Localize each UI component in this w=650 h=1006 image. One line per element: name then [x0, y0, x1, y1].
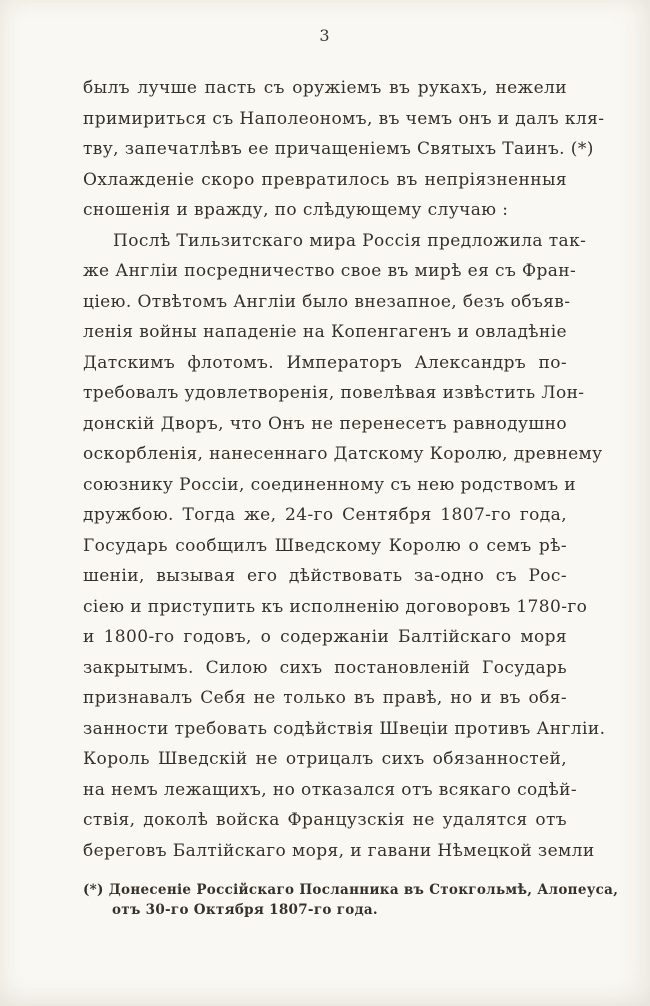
text-line: дружбою. Тогда же, 24-го Сентября 1807-го года, — [83, 505, 567, 525]
text-line: требовалъ удовлетворенія, повелѣвая извѣстить Лон- — [83, 383, 585, 403]
text-line: Датскимъ флотомъ. Императоръ Александръ по- — [83, 352, 567, 373]
text-line: ціею. Отвѣтомъ Англіи было внезапное, безъ объяв- — [83, 291, 571, 312]
text-line: Охлажденіе скоро превратилось въ непріязненныя — [83, 169, 567, 190]
page-number: 3 — [319, 26, 331, 45]
text-line: былъ лучше пасть съ оружіемъ въ рукахъ, нежели — [83, 78, 567, 98]
text-line: и 1800-го годовъ, о содержаніи Балтійскаго моря — [83, 627, 567, 647]
text-line: ленія войны нападеніе на Копенгагенъ и овладѣніе — [83, 322, 567, 342]
text-line: союзнику Россіи, соединенному съ нею родствомъ и — [83, 474, 576, 495]
footnote — [0, 880, 650, 920]
text-line: на немъ лежащихъ, но отказался отъ всякаго содѣй- — [83, 779, 578, 800]
text-line: оскорбленія, нанесеннаго Датскому Королю, древнему — [83, 444, 603, 464]
text-line: береговъ Балтійскаго моря, и гавани Нѣмецкой земли — [83, 840, 595, 861]
text-line: сіею и приступить къ исполненію договоровъ 1780-го — [83, 596, 588, 617]
text-line: закрытымъ. Силою сихъ постановленій Государь — [83, 657, 567, 678]
text-line: ствія, доколѣ войска Французскія не удалятся отъ — [83, 810, 567, 830]
footnote-line: (*) Донесеніе Россійскаго Посланника въ Стокгольмѣ, Алопеуса, — [83, 882, 619, 898]
text-line: же Англіи посредничество свое въ мирѣ ея съ Фран- — [83, 261, 577, 281]
text-line-paragraph-end: сношенія и вражду, по слѣдующему случаю : — [83, 200, 509, 220]
text-line: тву, запечатлѣвъ ее причащеніемъ Святыхъ Таинъ. (*) — [83, 139, 594, 159]
text-line: признавалъ Себя не только въ правѣ, но и въ обя- — [83, 688, 567, 708]
footnote-line: отъ 30-го Октября 1807-го года. — [112, 902, 378, 918]
text-line: Король Шведскій не отрицалъ сихъ обязанностей, — [83, 749, 567, 769]
text-line: примириться съ Наполеономъ, въ чемъ онъ и далъ кля- — [83, 108, 605, 129]
text-line-paragraph-start: Послѣ Тильзитскаго мира Россія предложила так- — [113, 230, 587, 251]
text-line: шеніи, вызывая его дѣйствовать за-одно съ Рос- — [83, 566, 567, 586]
text-line: донскій Дворъ, что Онъ не перенесетъ равнодушно — [83, 413, 567, 434]
text-line: занности требовать содѣйствія Швеціи противъ Англіи. — [83, 718, 606, 739]
body-text — [0, 73, 650, 866]
text-line: Государь сообщилъ Шведскому Королю о семъ рѣ- — [83, 535, 567, 556]
